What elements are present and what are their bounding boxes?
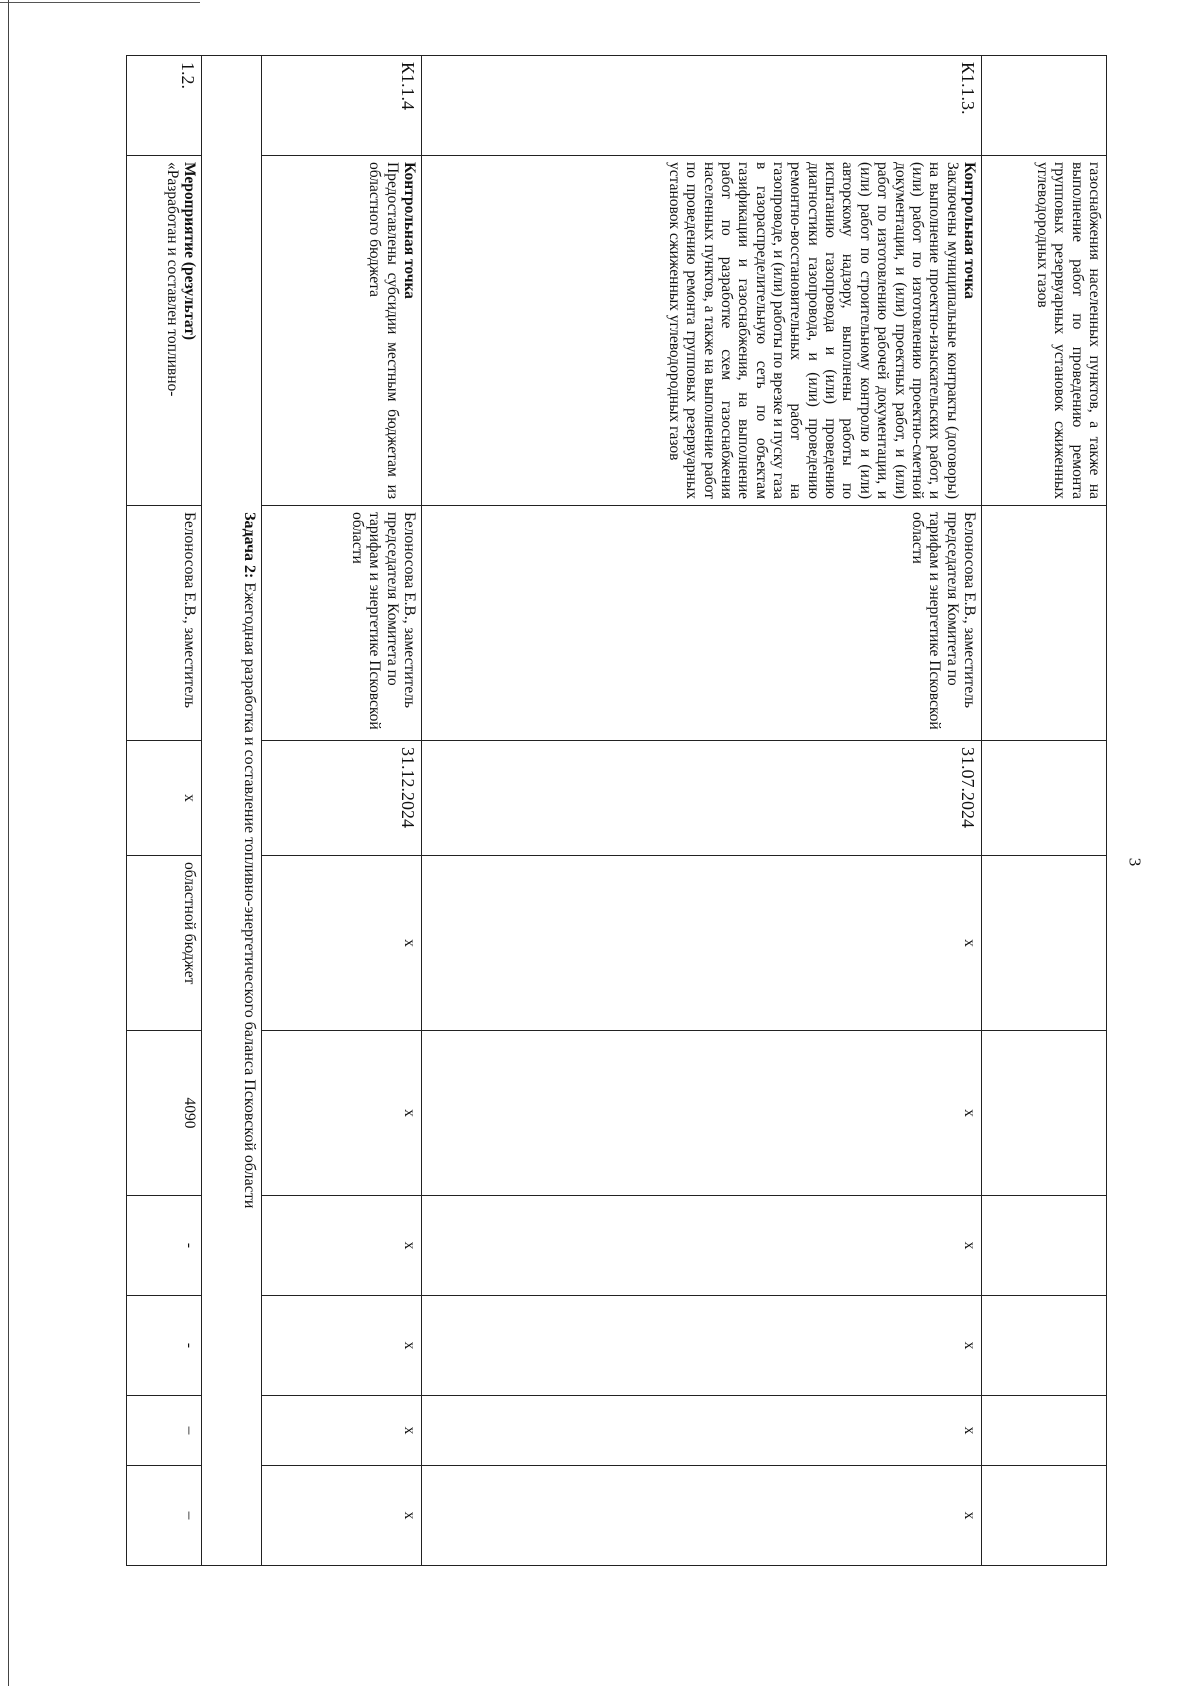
row-value — [982, 1296, 1107, 1396]
row-date: 31.07.2024 — [422, 741, 982, 856]
row-value — [982, 1196, 1107, 1296]
row-date: х — [127, 741, 202, 856]
table-row — [127, 56, 202, 1566]
row-date: 31.12.2024 — [262, 741, 422, 856]
row-name — [262, 156, 422, 506]
row-value: х — [422, 1031, 982, 1196]
row-value: - — [127, 1296, 202, 1396]
row-name-title: Контрольная точка — [401, 162, 418, 299]
row-name — [982, 156, 1107, 506]
row-name — [422, 156, 982, 506]
row-value: х — [262, 1296, 422, 1396]
task-row — [202, 56, 262, 1566]
task-header — [202, 156, 262, 1566]
table-row — [982, 56, 1107, 1566]
table-row — [422, 56, 982, 1566]
row-value: х — [422, 1296, 982, 1396]
row-source: х — [422, 856, 982, 1031]
row-name — [127, 156, 202, 506]
row-value: – — [127, 1466, 202, 1566]
rotated-page — [127, 55, 1107, 1565]
row-value — [982, 1396, 1107, 1466]
plan-table — [126, 55, 1107, 1566]
table-row — [262, 56, 422, 1566]
task-text: Ежегодная разработка и составление топливно-энергетического баланса Псковской области — [241, 582, 258, 1209]
row-value: - — [127, 1196, 202, 1296]
row-responsible: Белоносова Е.В., заместитель — [127, 506, 202, 741]
row-value: х — [422, 1396, 982, 1466]
row-name-title: Мероприятие (результат) — [181, 162, 198, 341]
row-code — [982, 56, 1107, 156]
row-value: х — [262, 1466, 422, 1566]
row-responsible: Белоносова Е.В., заместитель председателя Комитета по тарифам и энергетике Псковской области — [422, 506, 982, 741]
row-name-text: газоснабжения населенных пунктов, а также на выполнение работ по проведению ремонта групповых резервуарных установок сжиженных углеводородных газов — [1033, 162, 1103, 499]
row-name-text: «Разработан и составлен топливно- — [163, 162, 181, 397]
row-date — [982, 741, 1107, 856]
row-code: К1.1.4 — [262, 56, 422, 156]
row-source: х — [262, 856, 422, 1031]
scan-edge-top — [0, 2, 200, 3]
page-number: 3 — [1125, 857, 1145, 867]
row-value: х — [262, 1396, 422, 1466]
row-responsible: Белоносова Е.В., заместитель председателя Комитета по тарифам и энергетике Псковской области — [262, 506, 422, 741]
row-value — [982, 1031, 1107, 1196]
row-value: – — [127, 1396, 202, 1466]
row-name-text: Заключены муниципальные контракты (договоры) на выполнение проектно-изыскательских работ, и (или) работ по изготовлению проектно-сметной документации, и (или) проектных работ, и (или) работ по изготовлению рабочей документации, и (или) работ по строительному контролю и (или) авторскому надзору, выполнены работы по испытанию газопровода и (или) проведению диагностики газопровода, и (или) проведению ремонтно-восстановительных работ на газопроводе, и (или) работы по врезке и пуску газа в газораспределительную сеть по объектам газификации и газоснабжения, на выполнение работ по разработке схем газоснабжения населенных пунктов, а также на выполнение работ по проведению ремонта групповых резервуарных установок сжиженных углеводородных газов — [665, 162, 961, 499]
row-value: х — [422, 1466, 982, 1566]
task-code — [202, 56, 262, 156]
row-value: х — [422, 1196, 982, 1296]
row-name-text: Предоставлены субсидии местным бюджетам из областного бюджета — [366, 162, 401, 499]
scan-edge-left — [8, 0, 9, 1686]
row-value: х — [262, 1031, 422, 1196]
row-source: областной бюджет — [127, 856, 202, 1031]
row-responsible — [982, 506, 1107, 741]
row-source — [982, 856, 1107, 1031]
row-code: К1.1.3. — [422, 56, 982, 156]
task-label: Задача 2: — [241, 512, 258, 579]
row-value: х — [262, 1196, 422, 1296]
row-value — [982, 1466, 1107, 1566]
row-code: 1.2. — [127, 56, 202, 156]
row-value: 4090 — [127, 1031, 202, 1196]
row-name-title: Контрольная точка — [961, 162, 978, 299]
